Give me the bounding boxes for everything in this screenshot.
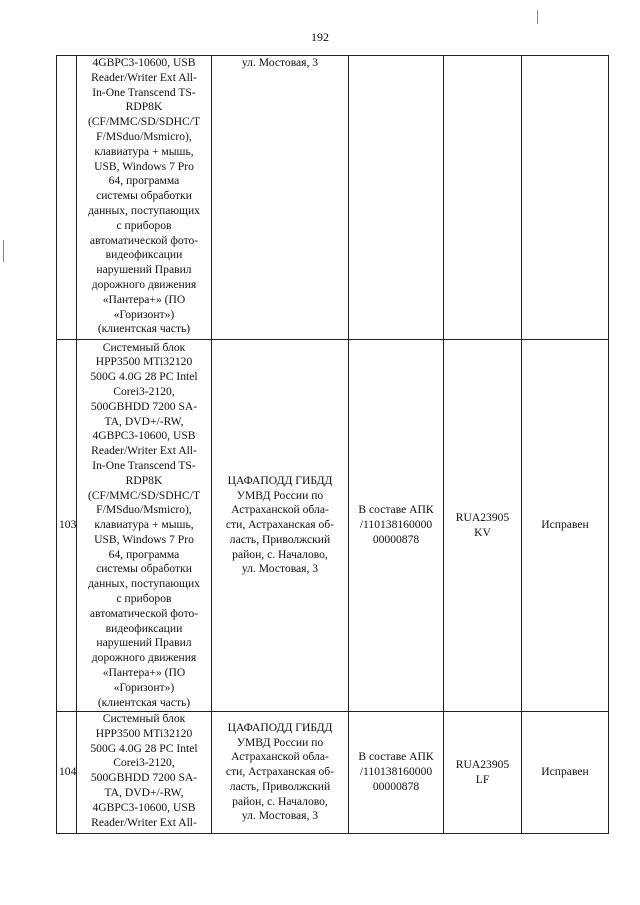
registry-table bbox=[56, 55, 609, 834]
table-row bbox=[57, 712, 609, 834]
owner-address: ЦАФАПОДД ГИБДД УМВД России по Астраханской обла- сти, Астраханская об- ласть, Приволжский район, с. Началово, ул. Мостовая, 3 bbox=[212, 712, 349, 834]
equipment-description: 4GBPC3-10600, USB Reader/Writer Ext All- In-One Transcend TS- RDP8K (CF/MMC/SD/SDHC/T F/MSduo/Msmicro), клавиатура + мышь, USB, Windows 7 Pro 64, программа системы обработки данных, поступающих с приборов автоматической фото- видеофиксации нарушений Правил дорожного движения «Пантера+» (ПО «Горизонт») (клиентская часть) bbox=[77, 56, 212, 340]
scan-mark bbox=[537, 10, 538, 24]
table-row bbox=[57, 56, 609, 340]
equipment-description: Системный блок HPP3500 MTi32120 500G 4.0G 28 PC Intel Corei3-2120, 500GBHDD 7200 SA- TA, DVD+/-RW, 4GBPC3-10600, USB Reader/Writer Ext All- In-One Transcend TS- RDP8K (CF/MMC/SD/SDHC/T F/MSduo/Msmicro), клавиатура + мышь, USB, Windows 7 Pro 64, программа системы обработки данных, поступающих с приборов автоматической фото- видеофиксации нарушений Правил дорожного движения «Пантера+» (ПО «Горизонт») (клиентская часть) bbox=[77, 340, 212, 712]
row-number bbox=[57, 56, 77, 340]
scan-mark bbox=[3, 240, 4, 262]
condition-status: Исправен bbox=[522, 712, 609, 834]
row-number: 103 bbox=[57, 340, 77, 712]
owner-address: ул. Мостовая, 3 bbox=[212, 56, 349, 340]
certificate-number: RUA23905 KV bbox=[444, 340, 522, 712]
apk-composition: В составе АПК /110138160000 00000878 bbox=[349, 340, 444, 712]
owner-address: ЦАФАПОДД ГИБДД УМВД России по Астраханской обла- сти, Астраханская об- ласть, Приволжский район, с. Началово, ул. Мостовая, 3 bbox=[212, 340, 349, 712]
condition-status: Исправен bbox=[522, 340, 609, 712]
certificate-number: RUA23905 LF bbox=[444, 712, 522, 834]
condition-status bbox=[522, 56, 609, 340]
table-row bbox=[57, 340, 609, 712]
apk-composition bbox=[349, 56, 444, 340]
equipment-description: Системный блок HPP3500 MTi32120 500G 4.0G 28 PC Intel Corei3-2120, 500GBHDD 7200 SA- TA, DVD+/-RW, 4GBPC3-10600, USB Reader/Writer Ext All- bbox=[77, 712, 212, 834]
row-number: 104 bbox=[57, 712, 77, 834]
apk-composition: В составе АПК /110138160000 00000878 bbox=[349, 712, 444, 834]
certificate-number bbox=[444, 56, 522, 340]
page-number: 192 bbox=[311, 30, 329, 44]
